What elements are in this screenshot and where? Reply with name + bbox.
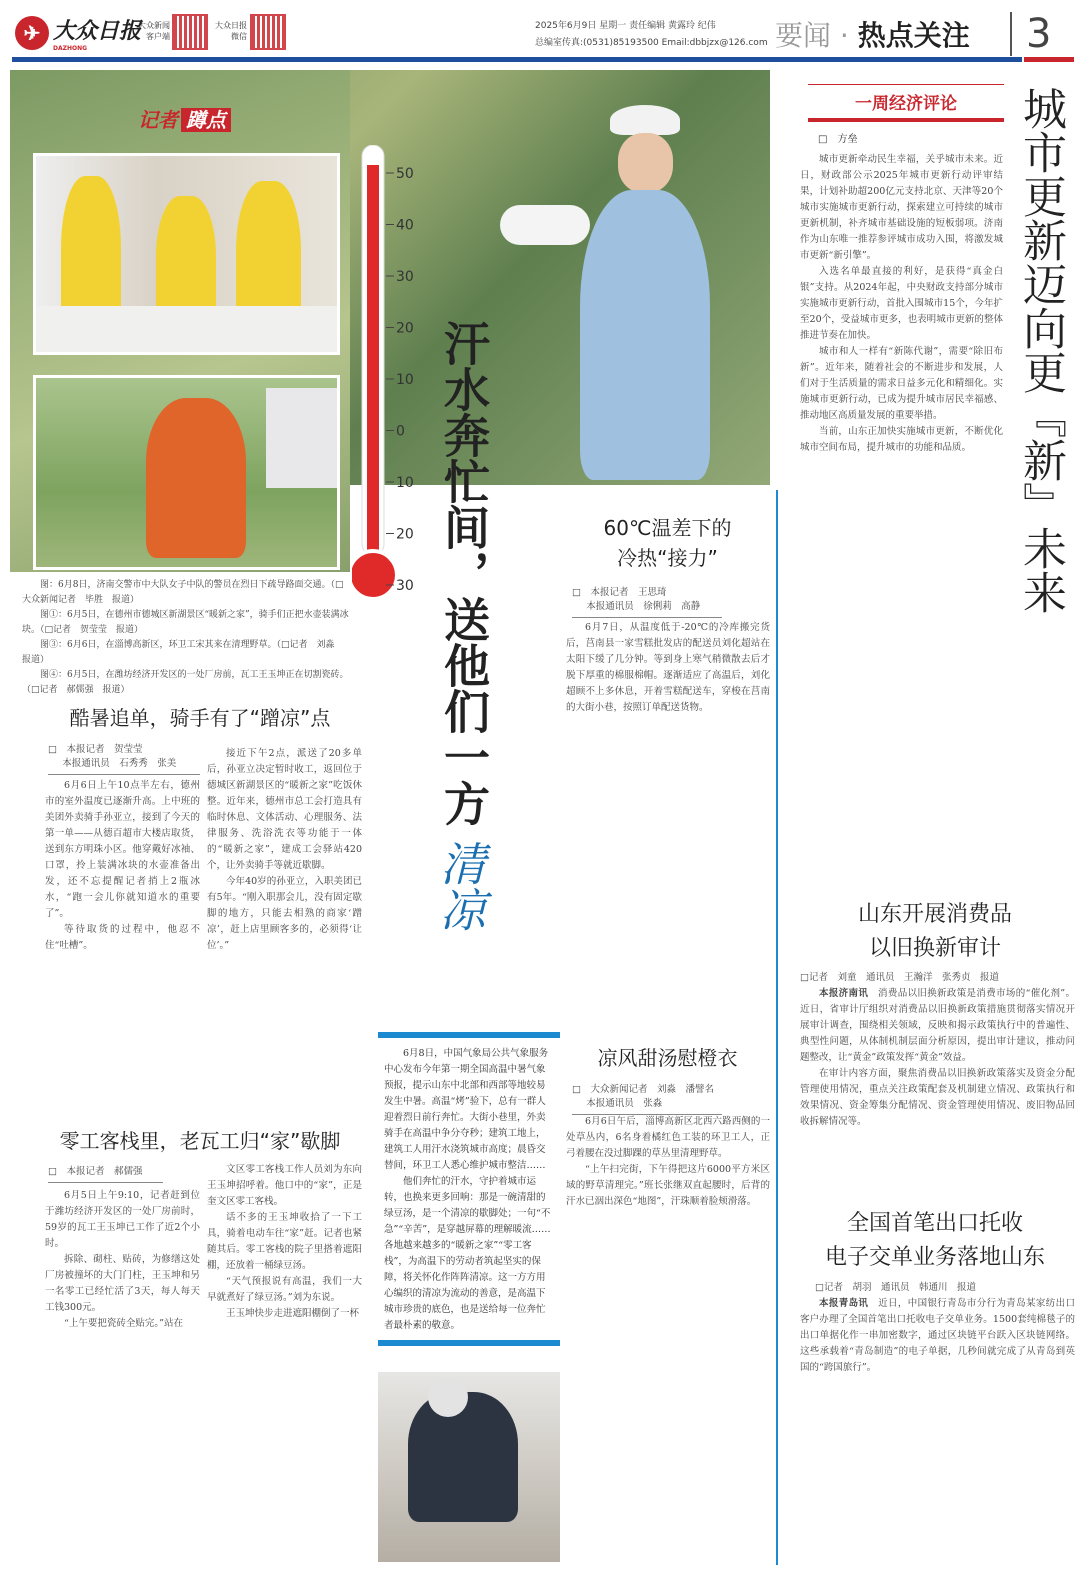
logo-mark-icon: ✈ — [15, 16, 49, 50]
thermometer-tick-label: 30 — [396, 578, 414, 594]
feature-headline: 汗水奔忙间，送他们一方 — [437, 320, 491, 826]
qr-code-icon — [250, 14, 286, 50]
byline: □ 大众新闻记者 刘淼 潘譬名 本报通讯员 张淼 — [572, 1083, 722, 1115]
article-body-col2: 接近下午2点，派送了20多单后，孙亚立决定暂时收工，返回位于德城区新湖景区的“暖新之家”吃饭休整。近年来，德州市总工会打造具有临时休息、文体活动、心理服务、法律服务、洗浴洗衣等功能于一体的“暖新之家”，建成工会驿站420个，让外卖骑手等就近歇脚。 今年40岁的孙亚立，入职美团已有5年。“刚入职那会儿，没有固定歇脚的地方，只能去相熟的商家‘蹭凉’，赶上店里顾客多的，必须得‘让位’。” — [207, 748, 362, 951]
byline: □记者 胡羽 通讯员 韩通川 报道 — [815, 1282, 976, 1293]
section-title: 要闻 · 热点关注 — [775, 19, 970, 52]
article-body: 本报济南讯 消费品以旧换新政策是消费市场的“催化剂”。近日，省审计厅组织对消费品以旧换新政策措施贯彻落实情况开展审计调查，围绕相关领域，反映和揭示政策执行中的普遍性、典型性问题，从体制机制层面分析原因，提出审计建议，推动问题整改，让“黄金”政策发挥“黄金”效益。 在审计内容方面，聚焦消费品以旧换新政策落实及资金分配管理使用情况，重点关注政策配套及机制建立情况、政策执行和效果情况、资金筹集分配情况、资金管理使用情况、废旧物品回收拆解情况等。 — [800, 988, 1075, 1127]
thermometer-tick-label: 30 — [396, 269, 414, 285]
thermometer-graphic — [352, 145, 432, 605]
byline: □ 本报记者 贺莹莹 本报通讯员 石秀秀 张美 — [48, 743, 200, 775]
photo-riders — [33, 153, 340, 355]
article-body: 本报青岛讯 近日，中国银行青岛市分行为青岛某家纺出口客户办理了全国首笔出口托收电子交单业务。1500套纯棉毯子的出口单据化作一串加密数字，通过区块链平台跃入区块链网络。这些承载着“青岛制造”的电子单据，几秒间就完成了从青岛到英国的“跨国旅行”。 — [800, 1298, 1075, 1373]
reporter-tag: 记者 蹲点 — [138, 104, 231, 133]
article-body-col2: 文区零工客栈工作人员刘为东向王玉坤招呼着。他口中的“家”，正是奎文区零工客栈。 话不多的王玉坤收拾了一下工具，骑着电动车往“家”赶。记者也紧随其后。零工客栈的院子里搭着遮阳棚，还放着一桶绿豆汤。 “天气预报说有高温，我们一大早就煮好了绿豆汤。”刘为东说。 王玉坤快步走进遮阳棚倒了一杯 — [207, 1164, 362, 1319]
column-banner: 一周经济评论 — [808, 84, 1004, 122]
article-title: 全国首笔出口托收 电子交单业务落地山东 — [824, 1211, 1045, 1270]
thermometer-tick-label: 50 — [396, 166, 414, 182]
qr1-label: 大众新闻 客户端 — [138, 21, 170, 41]
masthead-logo: ✈ 大众日报 DAZHONG — [15, 14, 155, 52]
contact-line: 总编室传真:(0531)85193500 Email:dbbjzx@126.com — [535, 38, 768, 48]
article-title: 零工客栈里，老瓦工归“家”歇脚 — [59, 1129, 341, 1153]
editorial-sidebar: 6月8日，中国气象局公共气象服务中心发布今年第一期全国高温中暑气象预报，提示山东中北部和西部等地较易发生中暑。高温“烤”验下，总有一群人迎着烈日前行奔忙。大街小巷里，外卖骑手在高温中争分夺秒；建筑工地上，建筑工人用汗水浇筑城市高度；晨昏交替间，环卫工人悉心维护城市整洁…… 他们奔忙的汗水，守护着城市运转，也换来更多回响：那是一碗清甜的绿豆汤，是一个清凉的歇脚处；一句“不急”“辛苦”，是穿越屏幕的理解暖流……各地越来越多的“暖新之家”“零工客栈”，为高温下的劳动者筑起坚实的保障，将关怀化作阵阵清凉。这一方方用心编织的清凉为流动的善意，是高温下城市珍贵的底色，也是送给每一位奔忙者最朴素的敬意。 — [378, 1032, 560, 1346]
article-body: 6月6日午后，淄博高新区北西六路西侧的一处草丛内，6名身着橘红色工装的环卫工人，正弓着腰在没过脚踝的草丛里清理野草。 “上午扫完街，下午得把这片6000平方米区域的野草清理完。”班长张继双直起腰时，后背的汗水已洇出深色“地图”，汗珠顺着脸颊滑落。 — [566, 1116, 770, 1207]
byline: □ 本报记者 王思琦 本报通讯员 徐俐莉 高静 — [572, 586, 722, 618]
review-title: 城市更新迈向更『新』未来 — [1015, 86, 1066, 614]
header-rule — [12, 57, 1022, 62]
article-title: 酷暑追单，骑手有了“蹭凉”点 — [69, 706, 331, 730]
article-title: 凉风甜汤慰橙衣 — [597, 1046, 738, 1070]
photo-caption: 图：6月8日，济南交警市中大队女子中队的警员在烈日下疏导路面交通。（□大众新闻记者 毕胜 报道） 图①：6月5日，在德州市德城区新湖景区“暖新之家”，骑手们正把水壶装满冰块。（□记者 贺莹莹 报道） 图③：6月6日，在淄博高新区，环卫工宋其来在清理野草。（□记者 刘淼 报道） 图④：6月5日，在潍坊经济开发区的一处厂房前，瓦工王玉坤正在切割瓷砖。（□记者 郝儒强 报道） — [22, 580, 349, 695]
thermometer-tick-label: 10 — [396, 475, 414, 491]
byline: □ 本报记者 郝儒强 — [48, 1165, 163, 1183]
date-line: 2025年6月9日 星期一 责任编辑 黄露玲 纪伟 — [535, 21, 716, 31]
review-body: 城市更新牵动民生幸福，关乎城市未来。近日，财政部公示2025年城市更新行动评审结果，计划补助超200亿元支持北京、天津等20个城市实施城市更新行动，探索建立可持续的城市更新机制，补齐城市基础设施的短板弱项。济南作为山东唯一推荐参评城市成功入围，将激发城市更新“新引擎”。 入选名单最直接的利好，是获得“真金白银”支持。从2024年起，中央财政支持部分城市实施城市更新行动，首批入围城市15个，今年扩至20个，受益城市更多，也表明城市更新的整体推进节奏在加快。 城市和人一样有“新陈代谢”，需要“除旧布新”。近年来，随着社会的不断进步和发展，人们对于生活质量的需求日益多元化和精细化。实施城市更新行动，已成为提升城市居民幸福感、推动地区高质量发展的重要举措。 当前，山东正加快实施城市更新，不断优化城市空间布局，提升城市的功能和品质。 — [800, 154, 1003, 453]
officer-figure — [560, 95, 730, 485]
article-body-col1: 6月6日上午10点半左右，德州市的室外温度已逐渐升高。上中班的美团外卖骑手孙亚立，接到了今天的第一单——从德百超市大楼店取货，送到东方明珠小区。他穿戴好冰袖、口罩，拎上装满冰块的水壶准备出发，还不忘提醒记者捎上2瓶冰水，“跑一会儿你就知道水的重要了”。 等待取货的过程中，他忍不住“吐槽”。 — [45, 780, 200, 951]
thermometer-mercury — [367, 165, 379, 555]
article-body-col1: 6月5日上午9:10，记者赶到位于潍坊经济开发区的一处厂房前时，59岁的瓦工王玉坤已工作了近2个小时。 拆除、砌柱、贴砖，为修缮这处厂房被撞坏的大门门柱，王玉坤和另一名零工已经忙活了3天，每人每天工钱300元。 “上午要把瓷砖全贴完。”站在 — [45, 1190, 200, 1329]
photo-sanitation-worker — [33, 375, 340, 570]
thermometer-tick-label: 20 — [396, 526, 414, 543]
qr-code-icon — [172, 14, 208, 50]
review-author: □ 方垒 — [818, 134, 858, 145]
thermometer-tick-label: 10 — [396, 372, 414, 388]
byline: □记者 刘童 通讯员 王瀚洋 张秀贞 报道 — [800, 972, 999, 983]
column-divider — [776, 490, 778, 1565]
thermometer-tick-label: 20 — [396, 320, 414, 337]
photo-tile-worker — [378, 1372, 560, 1562]
article-body: 6月7日，从温度低于-20℃的冷库搬完货后，莒南县一家雪糕批发店的配送员刘化超站在太阳下缓了几分钟。等到身上寒气稍微散去后才脱下厚重的棉服棉帽。逐渐适应了高温后，刘化超顾不上多休息，开着雪糕配送车，穿梭在莒南的大街小巷，按照订单配送货物。 — [566, 622, 770, 713]
article-title: 60℃温差下的 冷热“接力” — [603, 516, 732, 570]
article-title: 山东开展消费品 以旧换新审计 — [857, 902, 1012, 961]
feature-headline-accent: 清凉 — [433, 840, 487, 932]
thermometer-tick-label: 0 — [396, 423, 405, 440]
header-rule-accent — [1024, 57, 1074, 62]
page-number: 3 — [1010, 12, 1051, 56]
thermometer-tick-label: 40 — [396, 217, 414, 234]
qr2-label: 大众日报 微信 — [215, 21, 247, 41]
